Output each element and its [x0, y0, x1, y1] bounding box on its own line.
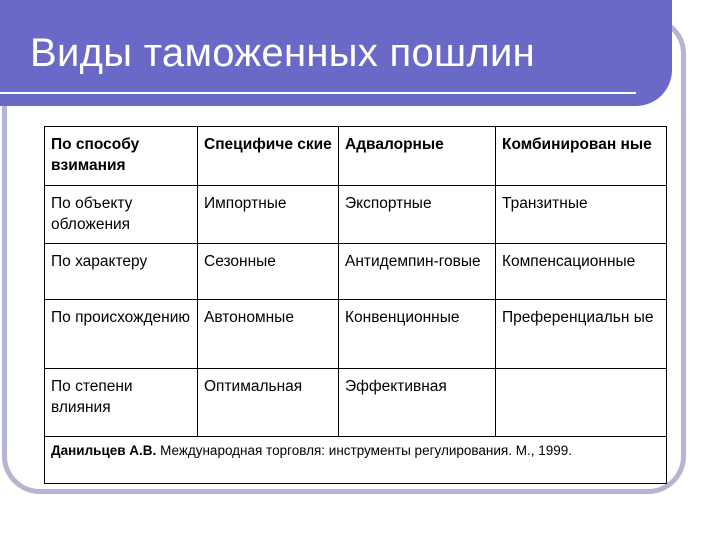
table-cell: По характеру	[45, 244, 198, 300]
table-cell: Эффективная	[339, 369, 496, 437]
table-cell: Импортные	[198, 186, 339, 244]
table-row	[45, 186, 667, 244]
table-row	[45, 300, 667, 369]
header-cell: Комбинирован ные	[496, 127, 667, 186]
title-band	[0, 0, 672, 106]
slide-title: Виды таможенных пошлин	[30, 31, 536, 75]
table-cell: Компенсационные	[496, 244, 667, 300]
header-cell: Специфиче ские	[198, 127, 339, 186]
source-cell	[45, 437, 667, 484]
source-author: Данильцев А.В.	[51, 443, 157, 458]
table-cell: Преференциальн ые	[496, 300, 667, 369]
table-row	[45, 369, 667, 437]
table-cell: Автономные	[198, 300, 339, 369]
source-text: Международная торговля: инструменты регулирования. М., 1999.	[156, 443, 573, 458]
table-header-row	[45, 127, 667, 186]
table-cell	[496, 369, 667, 437]
header-cell: По способу взимания	[45, 127, 198, 186]
duties-table	[44, 126, 667, 484]
table-cell: Сезонные	[198, 244, 339, 300]
header-cell: Адвалорные	[339, 127, 496, 186]
table-cell: По степени влияния	[45, 369, 198, 437]
table-cell: Антидемпин-говые	[339, 244, 496, 300]
table-cell: По объекту обложения	[45, 186, 198, 244]
table-row	[45, 244, 667, 300]
table-cell: Транзитные	[496, 186, 667, 244]
table-cell: По происхождению	[45, 300, 198, 369]
table-cell: Конвенционные	[339, 300, 496, 369]
table-cell: Оптимальная	[198, 369, 339, 437]
table-cell: Экспортные	[339, 186, 496, 244]
source-row	[45, 437, 667, 484]
